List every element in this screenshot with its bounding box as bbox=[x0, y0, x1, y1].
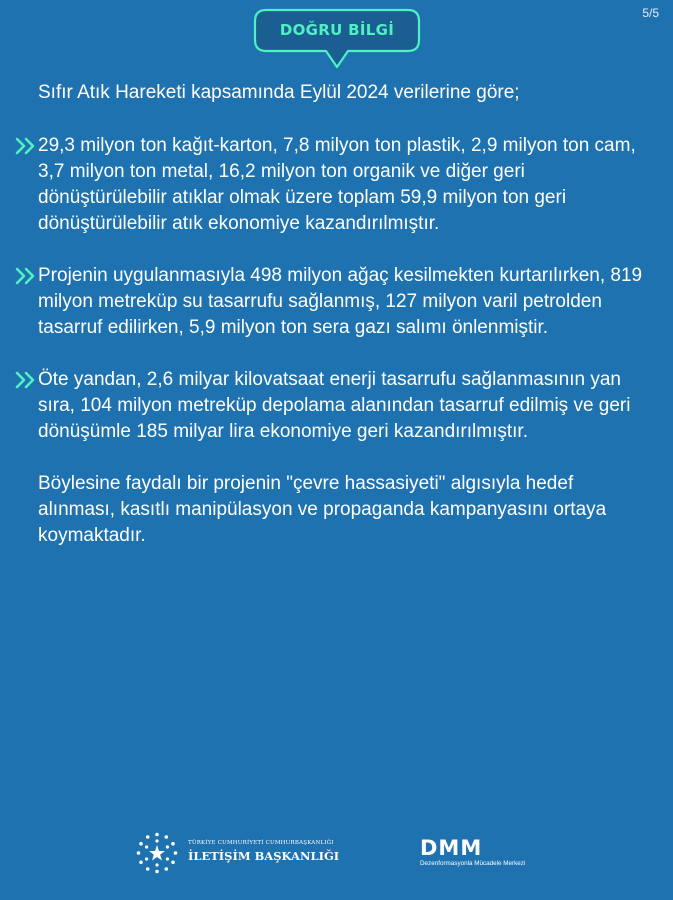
page-counter: 5/5 bbox=[642, 6, 659, 20]
dmm-logo bbox=[420, 838, 550, 872]
dmm-subtitle: Dezenformasyonla Mücadele Merkezi bbox=[420, 860, 526, 867]
list-item-text: Projenin uygulanmasıyla 498 milyon ağaç kesilmekten kurtarılırken, 819 milyon metreküp su tasarrufu sağlanmış, 127 milyon varil petrolden tasarruf edilirken, 5,9 milyon ton sera gazı salımı önlenmiştir. bbox=[38, 265, 643, 338]
speech-bubble-icon bbox=[252, 7, 422, 71]
list-item bbox=[38, 367, 650, 445]
list-item bbox=[38, 263, 650, 341]
gov-subtitle: TÜRKİYE CUMHURİYETİ CUMHURBAŞKANLIĞI bbox=[188, 840, 334, 846]
star-emblem-icon bbox=[136, 832, 178, 874]
dmm-wordmark: DMM bbox=[420, 836, 483, 860]
list-item-text: Öte yandan, 2,6 milyar kilovatsaat enerji tasarrufu sağlanmasının yan sıra, 104 milyon metreküp depolama alanından tasarruf edilmiş ve geri dönüşümle 185 milyar lira ekonomiye geri kazandırılmıştır. bbox=[38, 369, 631, 442]
gov-title: İLETİŞİM BAŞKANLIĞI bbox=[188, 849, 340, 863]
badge-label: DOĞRU BİLGİ bbox=[279, 21, 395, 39]
double-chevron-icon bbox=[15, 267, 37, 285]
intro-text: Sıfır Atık Hareketi kapsamında Eylül 2024 verilerine göre; bbox=[38, 82, 520, 103]
list-item bbox=[38, 133, 650, 237]
main-content bbox=[38, 80, 650, 549]
double-chevron-icon bbox=[15, 371, 37, 389]
list-item-text: 29,3 milyon ton kağıt-karton, 7,8 milyon ton plastik, 2,9 milyon ton cam, 3,7 milyon ton metal, 16,2 milyon ton organik ve diğer geri dönüştürülebilir atıklar olmak üzere toplam 59,9 milyon ton geri dönüştürülebilir atık ekonomiye kazandırılmıştır. bbox=[38, 135, 636, 234]
closing-text: Böylesine faydalı bir projenin "çevre hassasiyeti" algısıyla hedef alınması, kasıtlı manipülasyon ve propaganda kampanyasını ortaya koymaktadır. bbox=[38, 473, 607, 546]
double-chevron-icon bbox=[15, 137, 37, 155]
iletisim-baskanligi-logo bbox=[136, 832, 356, 872]
dogru-bilgi-badge bbox=[252, 7, 422, 71]
